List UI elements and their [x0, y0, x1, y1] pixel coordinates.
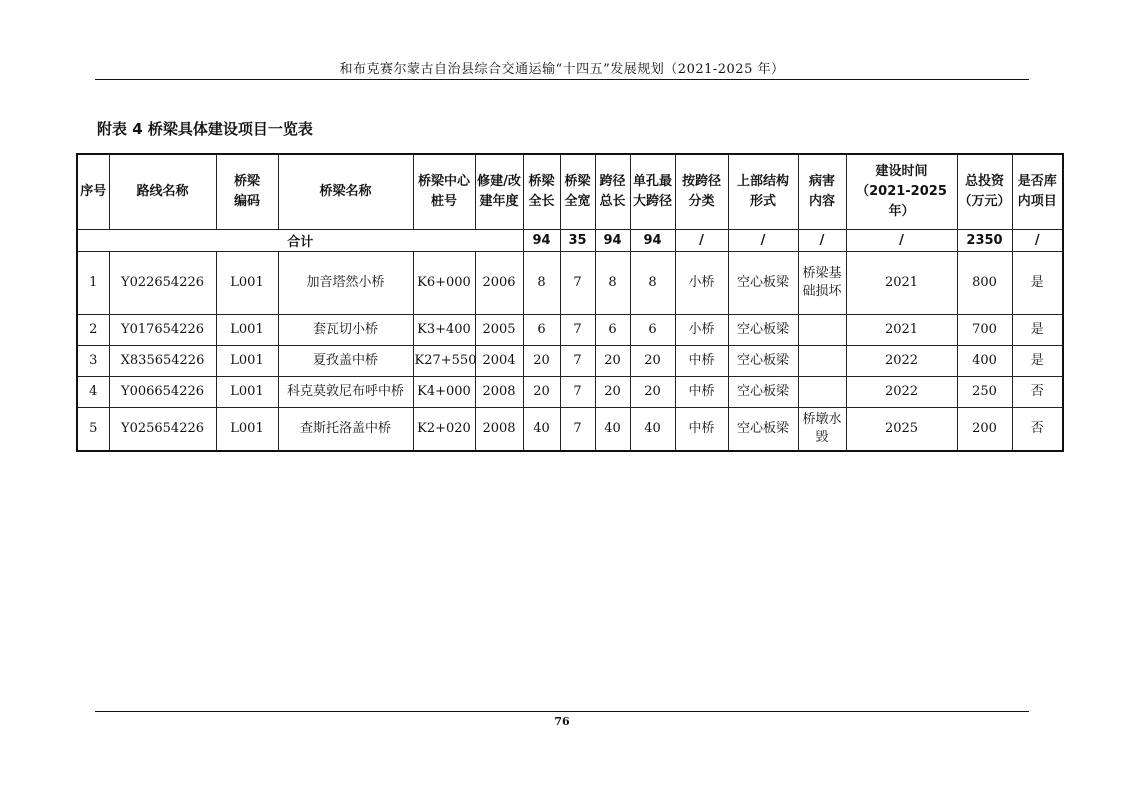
- full-width-cell: 7: [560, 315, 595, 346]
- column-header: 上部结构 形式: [728, 154, 798, 230]
- total-time: /: [846, 230, 957, 252]
- max-span-cell: 6: [630, 315, 675, 346]
- in-library-cell: 否: [1012, 408, 1063, 452]
- table-header-row: [77, 154, 1063, 230]
- bridge-code-cell: L001: [216, 408, 278, 452]
- structure-type-cell: 空心板梁: [728, 252, 798, 315]
- total-max-span: 94: [630, 230, 675, 252]
- footer-rule: [95, 711, 1029, 712]
- bridge-name-cell: 查斯托洛盖中桥: [278, 408, 413, 452]
- table-row: [77, 315, 1063, 346]
- defect-cell: 桥梁基础损坏: [798, 252, 846, 315]
- table-row: [77, 377, 1063, 408]
- investment-cell: 200: [957, 408, 1012, 452]
- span-class-cell: 中桥: [675, 346, 728, 377]
- page-number: 76: [554, 715, 570, 728]
- full-length-cell: 20: [523, 346, 560, 377]
- full-width-cell: 7: [560, 252, 595, 315]
- row-number-cell: 2: [77, 315, 109, 346]
- defect-cell: [798, 377, 846, 408]
- column-header: 跨径 总长: [595, 154, 630, 230]
- span-class-cell: 小桥: [675, 315, 728, 346]
- column-header: 单孔最 大跨径: [630, 154, 675, 230]
- bridge-projects-table: [76, 153, 1064, 452]
- total-row: [77, 230, 1063, 252]
- structure-type-cell: 空心板梁: [728, 408, 798, 452]
- column-header: 桥梁 全宽: [560, 154, 595, 230]
- route-name-cell: Y006654226: [109, 377, 216, 408]
- span-total-cell: 8: [595, 252, 630, 315]
- build-year-cell: 2004: [475, 346, 523, 377]
- page-header: 和布克赛尔蒙古自治县综合交通运输“十四五”发展规划（2021-2025 年）: [339, 62, 785, 77]
- table-row: [77, 408, 1063, 452]
- route-name-cell: Y022654226: [109, 252, 216, 315]
- construction-time-cell: 2022: [846, 377, 957, 408]
- column-header: 按跨径 分类: [675, 154, 728, 230]
- construction-time-cell: 2021: [846, 252, 957, 315]
- table-title: 附表 4 桥梁具体建设项目一览表: [97, 120, 313, 138]
- header-rule: [95, 79, 1029, 80]
- build-year-cell: 2005: [475, 315, 523, 346]
- construction-time-cell: 2025: [846, 408, 957, 452]
- span-total-cell: 20: [595, 377, 630, 408]
- max-span-cell: 20: [630, 346, 675, 377]
- span-class-cell: 中桥: [675, 377, 728, 408]
- route-name-cell: Y025654226: [109, 408, 216, 452]
- column-header: 路线名称: [109, 154, 216, 230]
- build-year-cell: 2008: [475, 377, 523, 408]
- in-library-cell: 是: [1012, 315, 1063, 346]
- total-full-width: 35: [560, 230, 595, 252]
- max-span-cell: 20: [630, 377, 675, 408]
- column-header: 桥梁 编码: [216, 154, 278, 230]
- defect-cell: [798, 315, 846, 346]
- table-row: [77, 346, 1063, 377]
- total-defect: /: [798, 230, 846, 252]
- route-name-cell: Y017654226: [109, 315, 216, 346]
- in-library-cell: 是: [1012, 346, 1063, 377]
- column-header: 总投资 （万元）: [957, 154, 1012, 230]
- max-span-cell: 40: [630, 408, 675, 452]
- in-library-cell: 是: [1012, 252, 1063, 315]
- center-station-cell: K27+550: [413, 346, 475, 377]
- build-year-cell: 2008: [475, 408, 523, 452]
- column-header: 病害 内容: [798, 154, 846, 230]
- row-number-cell: 5: [77, 408, 109, 452]
- column-header: 是否库 内项目: [1012, 154, 1063, 230]
- total-full-length: 94: [523, 230, 560, 252]
- build-year-cell: 2006: [475, 252, 523, 315]
- bridge-name-cell: 加音塔然小桥: [278, 252, 413, 315]
- span-class-cell: 小桥: [675, 252, 728, 315]
- investment-cell: 250: [957, 377, 1012, 408]
- span-class-cell: 中桥: [675, 408, 728, 452]
- table-row: [77, 252, 1063, 315]
- column-header: 序号: [77, 154, 109, 230]
- bridge-code-cell: L001: [216, 315, 278, 346]
- center-station-cell: K6+000: [413, 252, 475, 315]
- in-library-cell: 否: [1012, 377, 1063, 408]
- full-width-cell: 7: [560, 408, 595, 452]
- full-width-cell: 7: [560, 346, 595, 377]
- row-number-cell: 3: [77, 346, 109, 377]
- bridge-code-cell: L001: [216, 252, 278, 315]
- defect-cell: [798, 346, 846, 377]
- column-header: 桥梁名称: [278, 154, 413, 230]
- center-station-cell: K3+400: [413, 315, 475, 346]
- column-header: 建设时间 （2021-2025 年）: [846, 154, 957, 230]
- max-span-cell: 8: [630, 252, 675, 315]
- defect-cell: 桥墩水毁: [798, 408, 846, 452]
- total-label: 合计: [77, 230, 523, 252]
- structure-type-cell: 空心板梁: [728, 377, 798, 408]
- span-total-cell: 20: [595, 346, 630, 377]
- structure-type-cell: 空心板梁: [728, 346, 798, 377]
- column-header: 桥梁 全长: [523, 154, 560, 230]
- construction-time-cell: 2022: [846, 346, 957, 377]
- bridge-table-container: [76, 153, 1057, 452]
- total-in-library: /: [1012, 230, 1063, 252]
- construction-time-cell: 2021: [846, 315, 957, 346]
- row-number-cell: 4: [77, 377, 109, 408]
- investment-cell: 700: [957, 315, 1012, 346]
- total-span-class: /: [675, 230, 728, 252]
- full-length-cell: 6: [523, 315, 560, 346]
- bridge-name-cell: 科克莫敦尼布呼中桥: [278, 377, 413, 408]
- route-name-cell: X835654226: [109, 346, 216, 377]
- structure-type-cell: 空心板梁: [728, 315, 798, 346]
- full-length-cell: 20: [523, 377, 560, 408]
- bridge-code-cell: L001: [216, 377, 278, 408]
- full-width-cell: 7: [560, 377, 595, 408]
- column-header: 桥梁中心 桩号: [413, 154, 475, 230]
- center-station-cell: K2+020: [413, 408, 475, 452]
- bridge-name-cell: 夏孜盖中桥: [278, 346, 413, 377]
- span-total-cell: 40: [595, 408, 630, 452]
- full-length-cell: 8: [523, 252, 560, 315]
- bridge-code-cell: L001: [216, 346, 278, 377]
- total-span-total: 94: [595, 230, 630, 252]
- span-total-cell: 6: [595, 315, 630, 346]
- column-header: 修建/改 建年度: [475, 154, 523, 230]
- full-length-cell: 40: [523, 408, 560, 452]
- total-investment: 2350: [957, 230, 1012, 252]
- investment-cell: 800: [957, 252, 1012, 315]
- total-structure: /: [728, 230, 798, 252]
- row-number-cell: 1: [77, 252, 109, 315]
- bridge-name-cell: 套瓦切小桥: [278, 315, 413, 346]
- center-station-cell: K4+000: [413, 377, 475, 408]
- investment-cell: 400: [957, 346, 1012, 377]
